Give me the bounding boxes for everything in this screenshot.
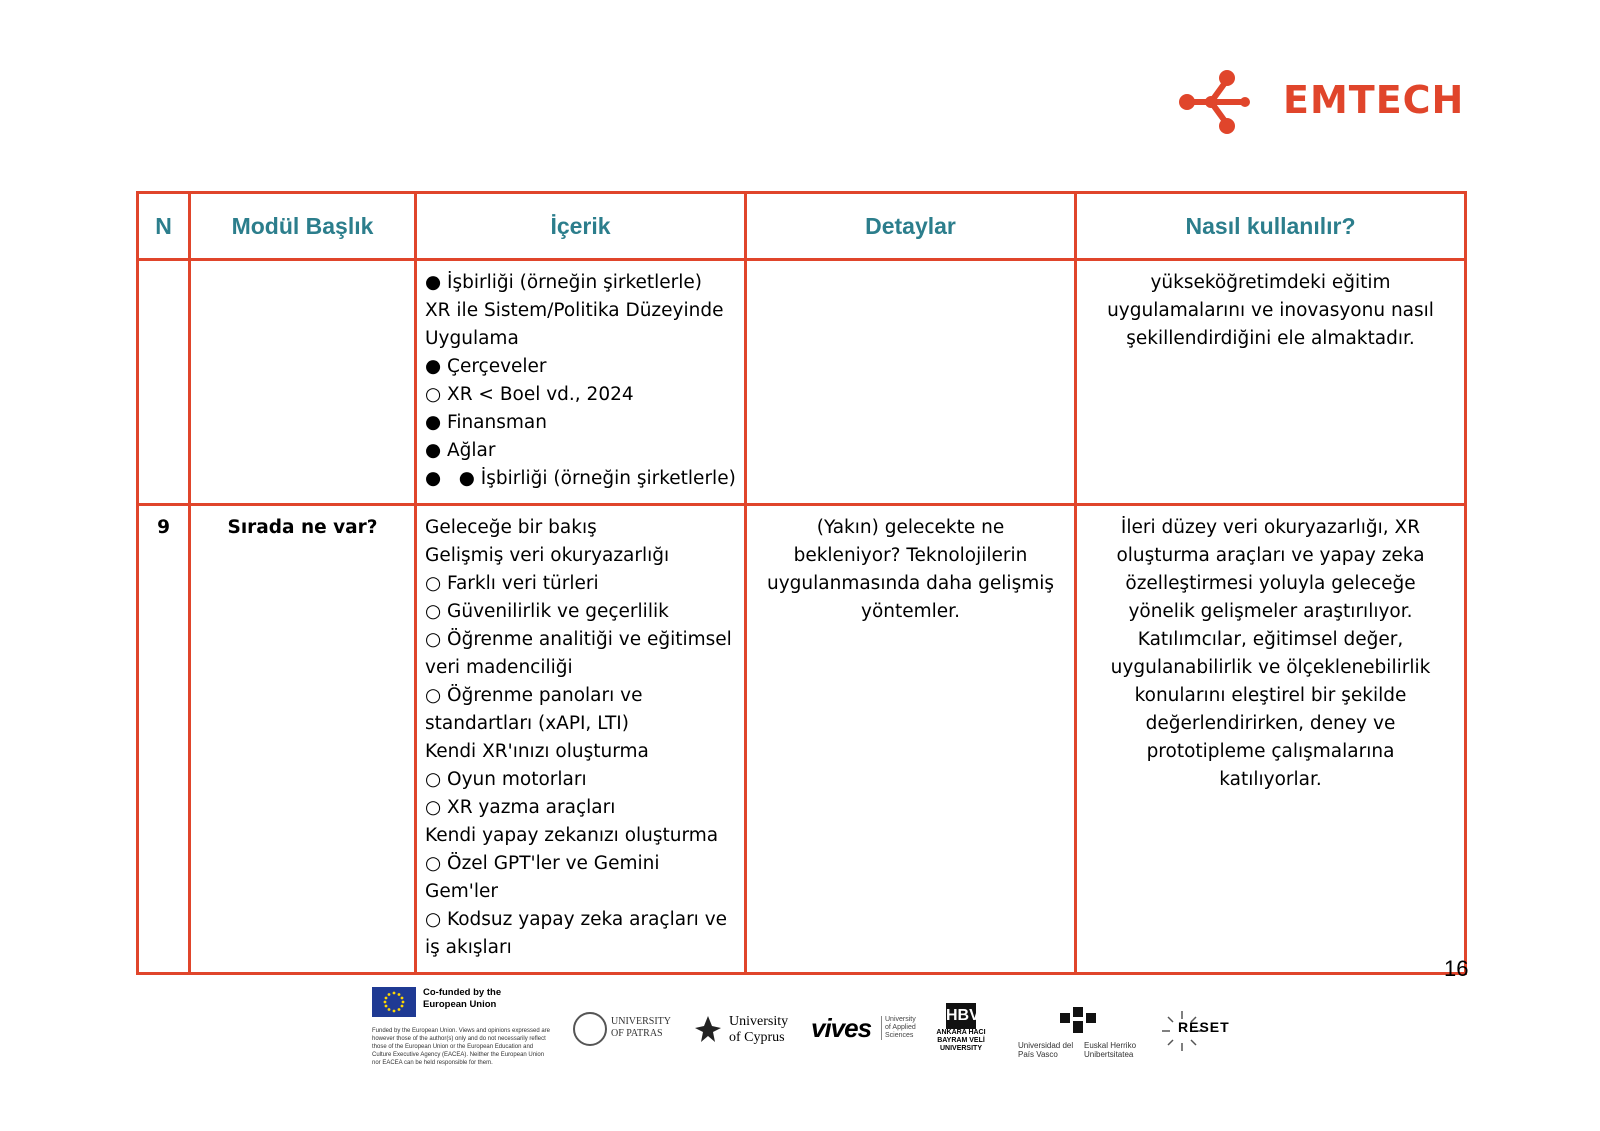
content-line: ● Çerçeveler	[425, 356, 547, 377]
content-line: ● Finansman	[425, 412, 547, 433]
ehu-right-text: Euskal Herriko Unibertsitatea	[1084, 1041, 1137, 1059]
cell-usage: yükseköğretimdeki eğitim uygulamalarını ve inovasyonu nasıl şekillendirdiğini ele almaktadır.	[1076, 260, 1466, 505]
hbv-logo	[925, 1003, 997, 1063]
col-header-details: Detaylar	[746, 193, 1076, 260]
content-line: Gelişmiş veri okuryazarlığı	[425, 545, 670, 566]
cell-n	[138, 260, 190, 505]
module-table	[136, 191, 1467, 975]
vives-logo	[811, 1013, 916, 1047]
vives-subtext: University of Applied Sciences	[881, 1016, 917, 1040]
content-line: ○ Kodsuz yapay zeka araçları ve iş akışları	[425, 909, 733, 958]
cell-usage: İleri düzey veri okuryazarlığı, XR oluşturma araçları ve yapay zeka özelleştirmesi yoluyla geleceğe yönelik gelişmeler araştırılıyor. Katılımcılar, eğitimsel değer, uygulanabilirlik ve ölçeklenebilirlik konularını eleştirel bir şekilde değerlendirirken, deney ve prototipleme çalışmalarına katılıyorlar.	[1076, 505, 1466, 974]
ehu-logo	[1018, 1007, 1143, 1067]
page-number: 16	[1444, 956, 1469, 981]
cyprus-emblem-icon	[693, 1014, 723, 1044]
cell-module-title: Sırada ne var?	[190, 505, 416, 974]
cell-details	[746, 260, 1076, 505]
content-line: Kendi yapay zekanızı oluşturma	[425, 825, 719, 846]
cyprus-text: University of Cyprus	[729, 1014, 789, 1045]
cell-content	[416, 505, 746, 974]
content-line: XR ile Sistem/Politika Düzeyinde Uygulama	[425, 300, 730, 349]
content-line: ● ● İşbirliği (örneğin şirketlerle)	[425, 468, 736, 489]
vives-text: vives	[811, 1013, 872, 1043]
content-line: Geleceğe bir bakış	[425, 517, 597, 538]
reset-logo	[1160, 1009, 1240, 1053]
reset-text: RESET	[1178, 1019, 1230, 1035]
content-line: ○ Güvenilirlik ve geçerlilik	[425, 601, 669, 622]
content-line: Kendi XR'ınızı oluşturma	[425, 741, 649, 762]
cell-content	[416, 260, 746, 505]
footer-logos	[0, 975, 1600, 1085]
eu-flag-icon	[372, 987, 416, 1017]
ehu-emblem-icon	[1060, 1007, 1096, 1033]
eu-cofunded-text: Co-funded by the European Union	[423, 987, 502, 1010]
content-line: ● Ağlar	[425, 440, 496, 461]
cell-details: (Yakın) gelecekte ne bekleniyor? Teknolojilerin uygulanmasında daha gelişmiş yöntemler.	[746, 505, 1076, 974]
table-header-row	[138, 193, 1466, 260]
content-line: ○ XR yazma araçları	[425, 797, 616, 818]
logo-text: EMTECH	[1283, 78, 1465, 122]
ehu-left-text: Universidad del País Vasco	[1018, 1041, 1074, 1059]
table-row	[138, 260, 1466, 505]
emtech-logo	[1205, 68, 1465, 140]
patras-seal-icon	[573, 1012, 607, 1046]
col-header-module-title: Modül Başlık	[190, 193, 416, 260]
hbv-mark: HBV	[946, 1003, 976, 1029]
col-header-usage: Nasıl kullanılır?	[1076, 193, 1466, 260]
patras-logo	[573, 1010, 685, 1050]
content-line: ○ Özel GPT'ler ve Gemini Gem'ler	[425, 853, 666, 902]
cyprus-logo	[693, 1010, 803, 1050]
content-line: ○ XR < Boel vd., 2024	[425, 384, 634, 405]
col-header-content: İçerik	[416, 193, 746, 260]
cell-n: 9	[138, 505, 190, 974]
content-line: ○ Oyun motorları	[425, 769, 587, 790]
content-line: ● İşbirliği (örneğin şirketlerle)	[425, 272, 703, 293]
col-header-n: N	[138, 193, 190, 260]
content-line: ○ Öğrenme analitiği ve eğitimsel veri madenciliği	[425, 629, 738, 678]
content-line: ○ Öğrenme panoları ve standartları (xAPI, LTI)	[425, 685, 649, 734]
eu-disclaimer: Funded by the European Union. Views and opinions expressed are however those of the author(s) only and do not necessarily reflect those of the European Union or the European Education and Culture Executive Agency (EACEA). Neither the European Union nor EACEA can be held responsible for them.	[372, 1028, 551, 1066]
emtech-molecule-icon	[1175, 68, 1255, 140]
cell-module-title	[190, 260, 416, 505]
content-line: ○ Farklı veri türleri	[425, 573, 599, 594]
hbv-text: ANKARA HACI BAYRAM VELİ UNIVERSITY	[936, 1029, 986, 1052]
table-row	[138, 505, 1466, 974]
patras-text: UNIVERSITY OF PATRAS	[611, 1016, 671, 1039]
